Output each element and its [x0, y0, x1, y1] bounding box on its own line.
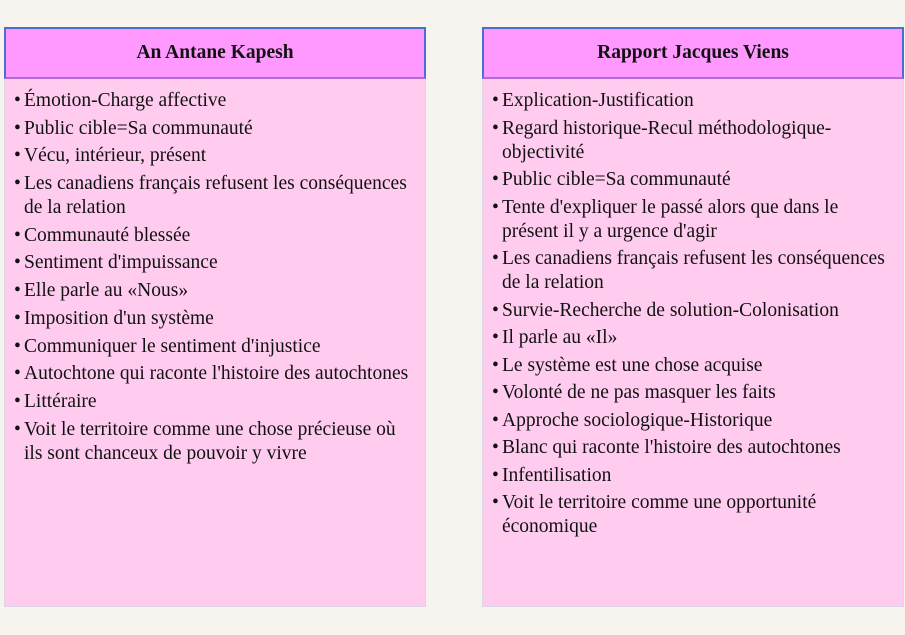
list-item: • Explication-Justification [492, 89, 895, 113]
list-item: • Communauté blessée [14, 224, 417, 248]
list-item: • Voit le territoire comme une opportunité économique [492, 491, 895, 539]
list-item: • Regard historique-Recul méthodologique-objectivité [492, 117, 895, 165]
list-item: • Survie-Recherche de solution-Colonisation [492, 299, 895, 323]
left-panel-body [4, 79, 426, 607]
list-item: • Public cible=Sa communauté [14, 117, 417, 141]
list-item: • Communiquer le sentiment d'injustice [14, 335, 417, 359]
right-list [492, 89, 895, 539]
left-panel [4, 27, 426, 607]
list-item: • Sentiment d'impuissance [14, 251, 417, 275]
list-item: • Infentilisation [492, 464, 895, 488]
list-item: • Volonté de ne pas masquer les faits [492, 381, 895, 405]
right-panel-title: Rapport Jacques Viens [482, 27, 904, 79]
list-item: • Imposition d'un système [14, 307, 417, 331]
list-item: • Blanc qui raconte l'histoire des autochtones [492, 436, 895, 460]
list-item: • Public cible=Sa communauté [492, 168, 895, 192]
list-item: • Tente d'expliquer le passé alors que dans le présent il y a urgence d'agir [492, 196, 895, 244]
list-item: • Autochtone qui raconte l'histoire des autochtones [14, 362, 417, 386]
list-item: • Littéraire [14, 390, 417, 414]
list-item: • Voit le territoire comme une chose précieuse où ils sont chanceux de pouvoir y vivre [14, 418, 417, 466]
right-panel [482, 27, 904, 607]
list-item: • Elle parle au «Nous» [14, 279, 417, 303]
list-item: • Émotion-Charge affective [14, 89, 417, 113]
list-item: • Les canadiens français refusent les conséquences de la relation [14, 172, 417, 220]
list-item: • Il parle au «Il» [492, 326, 895, 350]
right-panel-body [482, 79, 904, 607]
list-item: • Approche sociologique-Historique [492, 409, 895, 433]
list-item: • Le système est une chose acquise [492, 354, 895, 378]
list-item: • Les canadiens français refusent les conséquences de la relation [492, 247, 895, 295]
left-panel-title: An Antane Kapesh [4, 27, 426, 79]
list-item: • Vécu, intérieur, présent [14, 144, 417, 168]
left-list [14, 89, 417, 466]
